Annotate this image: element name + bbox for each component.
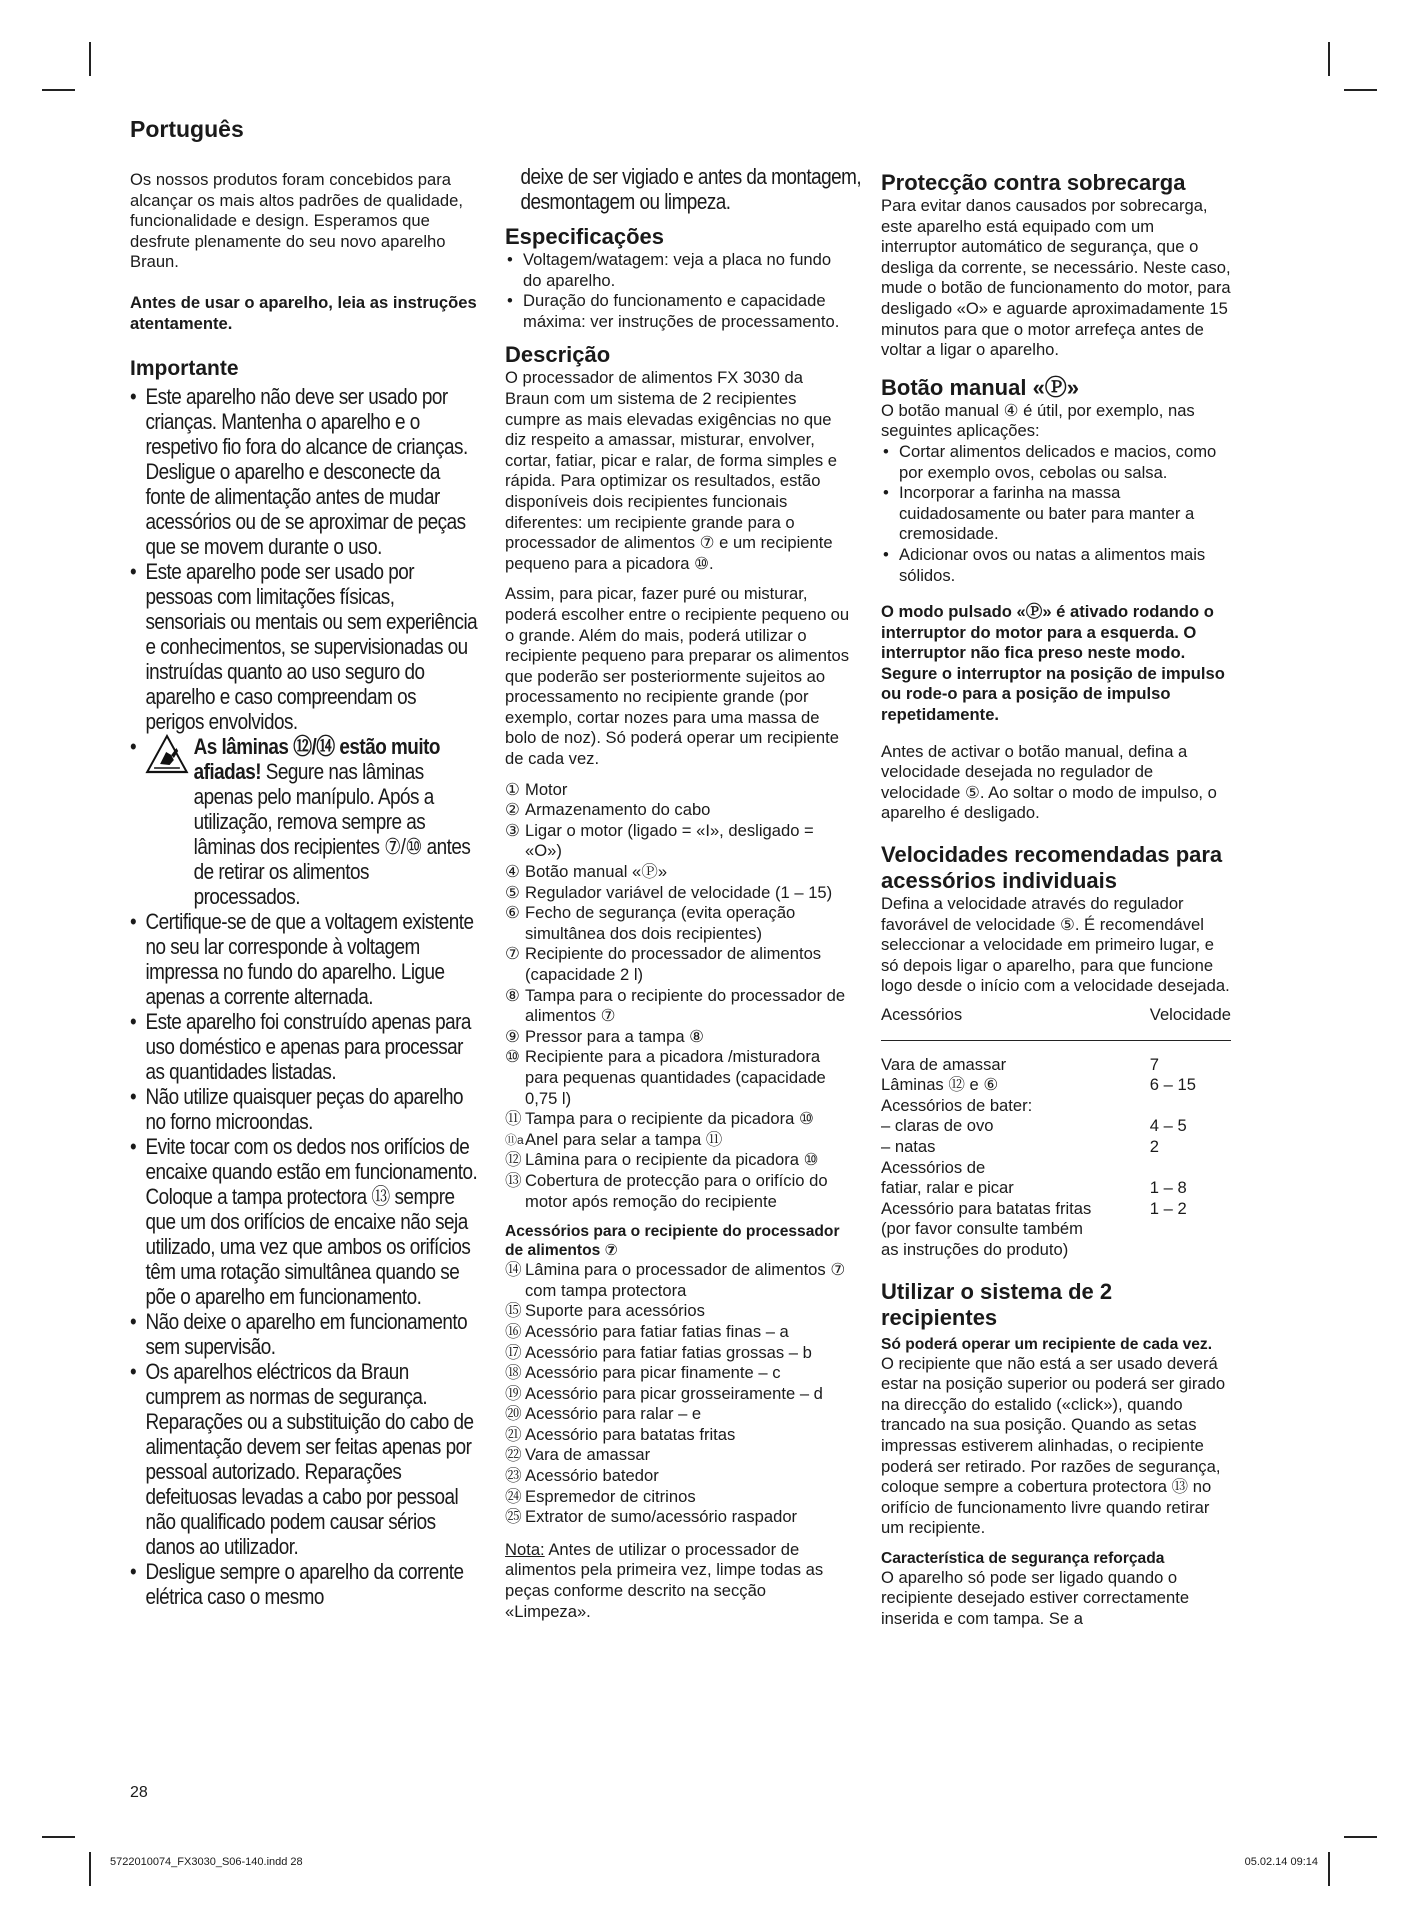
crop-mark [1344,89,1377,91]
blade-warning-text: Segure nas lâminas apenas pelo manípulo. Após a utilização, remova sempre as lâminas dos recipientes ⑦/⑩ antes de retirar os alimentos processados. [193,759,471,910]
column-middle [505,164,862,1622]
list-item: • Adicionar ovos ou natas a alimentos mais sólidos. [881,545,1231,586]
list-item: • Não utilize quaisquer peças do aparelho no forno microondas. [130,1084,479,1134]
list-item: ⑫ Lâmina para o recipiente da picadora ⑩ [505,1150,819,1170]
list-item: ⑯ Acessório para fatiar fatias finas – a [505,1321,789,1341]
list-item: • Este aparelho foi construído apenas para uso doméstico e apenas para processar as quantidades listadas. [130,1009,479,1084]
table-row: Acessório para batatas fritas 1 – 2 [881,1198,1187,1218]
safety-text: O aparelho só pode ser ligado quando o recipiente desejado estiver correctamente inserida e com tampa. Se a [881,1567,1190,1629]
table-row: Acessórios de bater: [881,1095,1033,1115]
table-row: Lâminas ⑫ e ⑥ 6 – 15 [881,1075,1196,1095]
footer-timestamp: 05.02.14 09:14 [1244,1856,1318,1868]
table-row: Vara de amassar 7 [881,1054,1160,1074]
list-item: ② Armazenamento do cabo [505,800,711,820]
list-item: • Cortar alimentos delicados e macios, como por exemplo ovos, cebolas ou salsa. [881,442,1231,483]
list-item: ㉕ Extrator de sumo/acessório raspador [505,1507,798,1527]
speeds-text: Defina a velocidade através do regulador favorável de velocidade ⑤. É recomendável seleccionar a velocidade em primeiro lugar, e só depois ligar o aparelho, para que funcione logo desde o início com a velocidade desejada. [881,894,1230,996]
list-item: • Desligue sempre o aparelho da corrente elétrica caso o mesmo [130,1559,479,1609]
read-first-note: Antes de usar o aparelho, leia as instruções atentamente. [130,292,477,333]
list-item: ⑨ Pressor para a tampa ⑧ [505,1026,705,1046]
column-right [881,170,1231,1630]
description-text: O processador de alimentos FX 3030 da Braun com um sistema de 2 recipientes cumpre as mais elevadas exigências no que diz respeito a amassar, misturar, envolver, cortar, fatiar, picar e ralar, de forma simples e rápida. Para optimizar os resultados, estão disponíveis dois recipientes funcionais diferentes: um recipiente grande para o processador de alimentos ⑦ e um recipiente pequeno para a picadora ⑩. [505,368,838,573]
description-text-2: Assim, para picar, fazer puré ou misturar, poderá escolher entre o recipiente pequeno ou o grande. Além do mais, poderá utilizar o recipiente pequeno para preparar os alimentos que poderão ser posteriormente sujeitos ao processamento no recipiente grande (por exemplo, cortar nozes para uma massa de bolo de noz). Só poderá operar um recipiente de cada vez. [505,584,850,769]
list-item: ⑬ Cobertura de protecção para o orifício do motor após remoção do recipiente [505,1170,828,1211]
specifications-heading: Especificações [505,224,664,249]
two-bowl-text: O recipiente que não está a ser usado deverá estar na posição superior ou poderá ser girado na direcção do estalido («click»), quando trancado na sua posição. Quando as setas impressas estiverem alinhadas, o recipiente poderá ser retirado. Por razões de segurança, coloque sempre a cobertura protectora ⑬ no orifício de funcionamento livre quando retirar um recipiente. [881,1353,1226,1538]
table-row: Acessórios de [881,1157,986,1177]
table-row: as instruções do produto) [881,1239,1069,1259]
speeds-heading: Velocidades recomendadas para acessórios individuais [881,842,1223,894]
blade-warning-bold: As lâminas ⑫/⑭ estão muito afiadas! [193,734,440,785]
accessories-list [505,1260,850,1528]
list-item: ㉒ Vara de amassar [505,1445,651,1465]
list-item: ⑪ Tampa para o recipiente da picadora ⑩ [505,1109,814,1129]
list-item: ⑥ Fecho de segurança (evita operação simultânea dos dois recipientes) [505,903,796,943]
list-item: ⑮ Suporte para acessórios [505,1301,705,1321]
list-item: ① Motor [505,779,568,799]
list-item: • Duração do funcionamento e capacidade máxima: ver instruções de processamento. [505,291,850,332]
list-item: ⑰ Acessório para fatiar fatias grossas – b [505,1342,812,1362]
column-header: Acessórios [881,1005,1150,1040]
manual-list [881,442,1231,586]
two-bowl-heading: Utilizar o sistema de 2 recipientes [881,1278,1113,1330]
list-item: • Não deixe o aparelho em funcionamento sem supervisão. [130,1309,479,1359]
overload-text: Para evitar danos causados por sobrecarga, este aparelho está equipado com um interruptor automático de segurança, que o desliga da corrente, se necessário. Neste caso, mude o botão de funcionamento do motor, para desligado «O» e aguarde aproximadamente 15 minutos para que o motor arrefeça antes de voltar a ligar o aparelho. [881,196,1231,360]
crop-mark [1328,42,1330,76]
overload-heading: Protecção contra sobrecarga [881,170,1186,195]
accessories-heading: Acessórios para o recipiente do processador de alimentos ⑦ [505,1223,840,1260]
language-title: Português [130,116,244,142]
crop-mark [1328,1852,1330,1886]
important-heading: Importante [130,357,239,381]
note-label: Nota: [505,1539,545,1559]
list-item: ⑲ Acessório para picar grosseiramente – d [505,1383,823,1403]
list-item: • Incorporar a farinha na massa cuidadosamente ou bater para manter a cremosidade. [881,483,1231,545]
table-row: fatiar, ralar e picar 1 – 8 [881,1178,1187,1198]
manual-button-heading: Botão manual «Ⓟ» [881,374,1080,400]
column-left [130,170,480,1609]
crop-mark [42,1836,75,1838]
list-item: ⑧ Tampa para o recipiente do processador de alimentos ⑦ [505,985,846,1026]
list-item: • Os aparelhos eléctricos da Braun cumprem as normas de segurança. Reparações ou a substituição do cabo de alimentação devem ser feitas apenas por pessoal autorizado. Reparações defeituosas levadas a cabo por pessoal não qualificado podem causar sérios danos ao utilizador. [130,1359,479,1559]
list-item [130,734,479,909]
list-item: ㉓ Acessório batedor [505,1466,659,1486]
crop-mark [1344,1836,1377,1838]
list-item: ④ Botão manual «Ⓟ» [505,862,668,882]
page-number: 28 [130,1784,148,1801]
list-item: ⑪a Anel para selar a tampa ⑪ [505,1129,723,1149]
two-bowl-bold: Só poderá operar um recipiente de cada vez. [881,1335,1213,1353]
list-item: ⑳ Acessório para ralar – e [505,1404,702,1424]
pulse-mode-note: O modo pulsado «Ⓟ» é ativado rodando o interruptor do motor para a esquerda. O interruptor não fica preso neste modo. Segure o interruptor na posição de impulso ou rode-o para a posição de impulso repetidamente. [881,602,1225,725]
list-item: • Certifique-se de que a voltagem existente no seu lar corresponde à voltagem impressa no fundo do aparelho. Ligue apenas a corrente alternada. [130,909,479,1009]
list-item: ⑭ Lâmina para o processador de alimentos ⑦ com tampa protectora [505,1260,846,1300]
table-row: – claras de ovo 4 – 5 [881,1116,1187,1136]
continued-text: deixe de ser vigiado e antes da montagem, desmontagem ou limpeza. [520,164,862,214]
intro-text: Os nossos produtos foram concebidos para alcançar os mais altos padrões de qualidade, funcionalidade e design. Esperamos que desfrute plenamente do seu novo aparelho Braun. [130,170,464,272]
table-header-row [881,1005,1231,1040]
list-item: ㉔ Espremedor de citrinos [505,1486,696,1506]
crop-mark [42,89,75,91]
list-item: ㉑ Acessório para batatas fritas [505,1424,736,1444]
pulse-mode-text: Antes de activar o botão manual, defina a velocidade desejada no regulador de velocidade ⑤. Ao soltar o modo de impulso, o aparelho é desligado. [881,741,1217,823]
safety-heading: Característica de segurança reforçada [881,1549,1165,1567]
description-heading: Descrição [505,342,611,368]
note-text: Nota: Antes de utilizar o processador de alimentos pela primeira vez, limpe todas as peças conforme descrito na secção «Limpeza». [505,1539,824,1621]
speeds-table [881,1005,1231,1261]
list-item: • Este aparelho não deve ser usado por crianças. Mantenha o aparelho e o respetivo fio fora do alcance de crianças. Desligue o aparelho e desconecte da fonte de alimentação antes de mudar acessórios ou de se aproximar de peças que se movem durante o uso. [130,384,479,559]
table-row: (por favor consulte também [881,1219,1083,1239]
list-item: • Voltagem/watagem: veja a placa no fundo do aparelho. [505,250,850,291]
manual-intro: O botão manual ④ é útil, por exemplo, nas seguintes aplicações: [881,400,1195,441]
list-item: ⑤ Regulador variável de velocidade (1 – 15) [505,882,833,902]
column-header: Velocidade [1150,1005,1231,1040]
crop-mark [89,42,91,76]
important-list [130,384,479,1609]
crop-mark [89,1852,91,1886]
sharp-blade-warning-icon [145,734,188,774]
list-item: • Este aparelho pode ser usado por pessoas com limitações físicas, sensoriais ou mentais ou sem experiência e conhecimentos, se supervisionadas ou instruídas quanto ao uso seguro do aparelho e caso compreendam os perigos envolvidos. [130,559,479,734]
list-item: ⑩ Recipiente para a picadora /misturadora para pequenas quantidades (capacidade 0,75 l) [505,1047,826,1108]
list-item: ⑱ Acessório para picar finamente – c [505,1363,781,1383]
list-item: ③ Ligar o motor (ligado = «I», desligado = «O») [505,820,814,861]
specifications-list [505,250,850,332]
footer-filename: 5722010074_FX3030_S06-140.indd 28 [110,1856,303,1868]
list-item: ⑦ Recipiente do processador de alimentos (capacidade 2 l) [505,944,822,984]
list-item: • Evite tocar com os dedos nos orifícios de encaixe quando estão em funcionamento. Coloque a tampa protectora ⑬ sempre que um dos orifícios de encaixe não seja utilizado, uma vez que ambos os orifícios têm uma rotação simultânea quando se põe o aparelho em funcionamento. [130,1134,479,1309]
parts-list [505,780,850,1212]
table-row: – natas 2 [881,1136,1160,1156]
